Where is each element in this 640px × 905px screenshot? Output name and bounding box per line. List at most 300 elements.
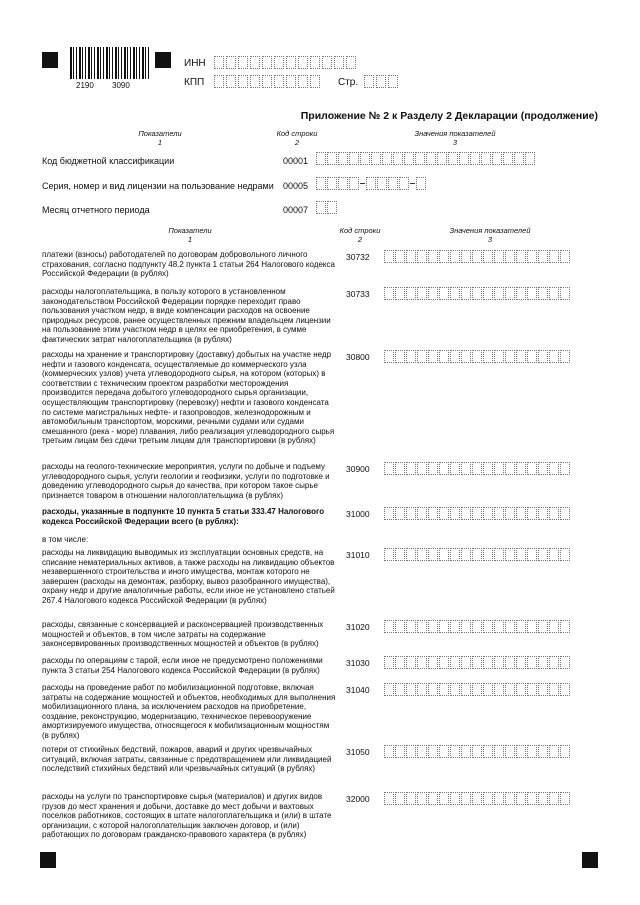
input-cell[interactable] (483, 620, 493, 633)
input-cell[interactable] (406, 745, 416, 758)
input-cell[interactable] (428, 792, 438, 805)
input-cell[interactable] (428, 620, 438, 633)
row-code: 30733 (346, 289, 370, 299)
input-cell[interactable] (384, 792, 394, 805)
input-cell[interactable] (338, 177, 348, 190)
input-cell[interactable] (549, 792, 559, 805)
input-cell[interactable] (494, 745, 504, 758)
input-cell[interactable] (514, 152, 524, 165)
kbk-field[interactable] (316, 152, 535, 165)
table-col1-header (150, 226, 230, 244)
input-cell[interactable] (428, 462, 438, 475)
input-cell[interactable] (376, 75, 386, 88)
input-cell[interactable] (461, 250, 471, 263)
input-cell[interactable] (549, 462, 559, 475)
input-cell[interactable] (450, 656, 460, 669)
input-cell[interactable] (516, 745, 526, 758)
input-cell[interactable] (384, 620, 394, 633)
table-col2-header (330, 226, 390, 244)
input-cell[interactable] (286, 75, 296, 88)
top-col1-label: Показатели (138, 129, 182, 138)
input-cell[interactable] (538, 250, 548, 263)
input-cell[interactable] (439, 548, 449, 561)
row-value-field[interactable] (384, 350, 570, 363)
input-cell[interactable] (371, 152, 381, 165)
input-cell[interactable] (406, 462, 416, 475)
input-cell[interactable] (461, 620, 471, 633)
input-cell[interactable] (428, 350, 438, 363)
table-col3-number: 3 (487, 235, 493, 244)
input-cell[interactable] (516, 656, 526, 669)
input-cell[interactable] (483, 507, 493, 520)
table-col1-number: 1 (187, 235, 193, 244)
row-indicator-text: расходы, указанные в подпункте 10 пункта 5 статьи 333.47 Налогового кодекса Российской Федерации всего (в рублях): (42, 507, 325, 526)
input-cell[interactable] (483, 287, 493, 300)
input-cell[interactable] (527, 507, 537, 520)
row-value-field[interactable] (384, 656, 570, 669)
input-cell[interactable] (406, 656, 416, 669)
input-cell[interactable] (516, 350, 526, 363)
row-value-field[interactable] (384, 462, 570, 475)
input-cell[interactable] (439, 507, 449, 520)
input-cell[interactable] (349, 152, 359, 165)
input-cell[interactable] (439, 250, 449, 263)
input-cell[interactable] (395, 745, 405, 758)
input-cell[interactable] (516, 548, 526, 561)
input-cell[interactable] (450, 548, 460, 561)
input-cell[interactable] (461, 683, 471, 696)
input-cell[interactable] (428, 548, 438, 561)
input-cell[interactable] (334, 56, 344, 69)
input-cell[interactable] (327, 201, 337, 214)
input-cell[interactable] (560, 745, 570, 758)
input-cell[interactable] (316, 152, 326, 165)
input-cell[interactable] (384, 350, 394, 363)
row-value-field[interactable] (384, 507, 570, 520)
input-cell[interactable] (426, 152, 436, 165)
input-cell[interactable] (417, 548, 427, 561)
input-cell[interactable] (483, 745, 493, 758)
input-cell[interactable] (461, 745, 471, 758)
row-code: 31020 (346, 622, 370, 632)
input-cell[interactable] (384, 548, 394, 561)
input-cell[interactable] (388, 177, 398, 190)
input-cell[interactable] (483, 250, 493, 263)
input-cell[interactable] (560, 792, 570, 805)
table-col3-header (440, 226, 540, 244)
input-cell[interactable] (450, 792, 460, 805)
input-cell[interactable] (549, 683, 559, 696)
month-field[interactable] (316, 201, 337, 214)
input-cell[interactable] (538, 350, 548, 363)
input-cell[interactable] (472, 350, 482, 363)
row-code: 31010 (346, 550, 370, 560)
input-cell[interactable] (262, 75, 272, 88)
input-cell[interactable] (494, 620, 504, 633)
input-cell[interactable] (428, 507, 438, 520)
input-cell[interactable] (338, 152, 348, 165)
input-cell[interactable] (395, 656, 405, 669)
input-cell[interactable] (459, 152, 469, 165)
input-cell[interactable] (360, 152, 370, 165)
row-indicator-text: расходы, связанные с консервацией и расконсервацией производственных мощностей и объектов, в том числе затраты на содержание законсервированных производственных мощностей и объектов (в рублях) (42, 620, 324, 649)
input-cell[interactable] (428, 287, 438, 300)
input-cell[interactable] (538, 620, 548, 633)
input-cell[interactable] (450, 250, 460, 263)
row-indicator-text: расходы на геолого-технические мероприятия, услуги по добыче и подъему углеводородного сырья, услуги геологии и геофизики, услуги по подготовке и доведению углеводородного сырья до качества, при котором такое сырье признается товаром в отношении налогоплательщика (в рублях) (42, 462, 330, 500)
input-cell[interactable] (560, 350, 570, 363)
input-cell[interactable] (461, 792, 471, 805)
input-cell[interactable] (505, 656, 515, 669)
input-cell[interactable] (516, 287, 526, 300)
input-cell[interactable] (505, 250, 515, 263)
input-cell[interactable] (406, 287, 416, 300)
page-number-field[interactable] (364, 75, 398, 88)
input-cell[interactable] (472, 507, 482, 520)
input-cell[interactable] (395, 350, 405, 363)
input-cell[interactable] (417, 656, 427, 669)
input-cell[interactable] (483, 683, 493, 696)
input-cell[interactable] (384, 287, 394, 300)
row-code: 31000 (346, 509, 370, 519)
input-cell[interactable] (417, 507, 427, 520)
input-cell[interactable] (395, 792, 405, 805)
row-indicator-text: расходы на хранение и транспортировку (доставку) добытых на участке недр нефти и газового конденсата, осуществляемые до коммерческого узла (коммерческих узлов) учета углеводородного сырья, на котором (которых) в соответствии с техническим проектом разработки месторождения производится передача добытого углеводородного сырья организации, осуществляющим транспортировку (перевозку) нефти и газового конденсата по системе магистральных нефте- и газопроводов, железнодорожным и автомобильным транспортом, морскими, речными судами или судами смешанного (река - море) плавания, либо реализация углеводородного сырья третьим лицам без сдачи третьим лицам для транспортировки (в рублях) (42, 350, 335, 446)
table-col2-number: 2 (357, 235, 363, 244)
input-cell[interactable] (538, 656, 548, 669)
input-cell[interactable] (327, 152, 337, 165)
input-cell[interactable] (494, 250, 504, 263)
input-cell[interactable] (238, 75, 248, 88)
input-cell[interactable] (406, 683, 416, 696)
input-cell[interactable] (448, 152, 458, 165)
input-cell[interactable] (538, 462, 548, 475)
row-indicator-text: расходы налогоплательщика, в пользу которого в установленном законодательством Российской Федерации порядке переходит право пользования участком недр, в виде компенсации расходов на освоение природных ресурсов, ранее осуществленных прежним владельцем лицензии на пользование этим участком недр в целях ее приобретения, в сумме фактических затрат налогоплательщика (в рублях) (42, 287, 331, 344)
input-cell[interactable] (450, 287, 460, 300)
input-cell[interactable] (505, 507, 515, 520)
page-label: Стр. (338, 77, 359, 88)
input-cell[interactable] (384, 683, 394, 696)
input-cell[interactable] (481, 152, 491, 165)
top-col3-header (405, 129, 505, 147)
month-code: 00007 (283, 205, 309, 215)
input-cell[interactable] (417, 287, 427, 300)
input-cell[interactable] (226, 75, 236, 88)
input-cell[interactable] (404, 152, 414, 165)
input-cell[interactable] (395, 507, 405, 520)
inn-label: ИНН (184, 58, 206, 69)
input-cell[interactable] (384, 656, 394, 669)
row-code: 31030 (346, 658, 370, 668)
input-cell[interactable] (494, 683, 504, 696)
registration-marker-bottom-left (40, 852, 56, 868)
input-cell[interactable] (527, 656, 537, 669)
input-cell[interactable] (316, 201, 326, 214)
input-cell[interactable] (450, 745, 460, 758)
input-cell[interactable] (472, 745, 482, 758)
input-cell[interactable] (525, 152, 535, 165)
table-col1-label: Показатели (168, 226, 212, 235)
kpp-label: КПП (184, 77, 205, 88)
input-cell[interactable] (560, 620, 570, 633)
input-cell[interactable] (527, 683, 537, 696)
input-cell[interactable] (560, 250, 570, 263)
input-cell[interactable] (349, 177, 359, 190)
input-cell[interactable] (527, 250, 537, 263)
input-cell[interactable] (472, 656, 482, 669)
input-cell[interactable] (538, 745, 548, 758)
row-indicator-text: расходы по операциям с тарой, если иное не предусмотрено положениями пункта 3 статьи 254 Налогового кодекса Российской Федерации (в рублях) (42, 656, 323, 675)
row-indicator-text: платежи (взносы) работодателей по договорам добровольного личного страхования, согласно подпункту 48.2 пункта 1 статьи 264 Налогового кодекса Российской Федерации (в рублях) (42, 250, 335, 279)
input-cell[interactable] (549, 350, 559, 363)
input-cell[interactable] (417, 620, 427, 633)
input-cell[interactable] (417, 683, 427, 696)
input-cell[interactable] (505, 792, 515, 805)
input-cell[interactable] (527, 462, 537, 475)
input-cell[interactable] (439, 350, 449, 363)
page-title: Приложение № 2 к Разделу 2 Декларации (продолжение) (300, 110, 598, 122)
input-cell[interactable] (494, 287, 504, 300)
row-value-field[interactable] (384, 250, 570, 263)
input-cell[interactable] (560, 287, 570, 300)
barcode (70, 47, 150, 79)
input-cell[interactable] (461, 462, 471, 475)
input-cell[interactable] (461, 350, 471, 363)
barcode-number-right: 3090 (112, 81, 130, 90)
input-cell[interactable] (428, 250, 438, 263)
input-cell[interactable] (406, 250, 416, 263)
input-cell[interactable] (382, 152, 392, 165)
input-cell[interactable] (377, 177, 387, 190)
input-cell[interactable] (450, 462, 460, 475)
input-cell[interactable] (417, 350, 427, 363)
input-cell[interactable] (450, 683, 460, 696)
input-cell[interactable] (461, 656, 471, 669)
input-cell[interactable] (492, 152, 502, 165)
input-cell[interactable] (472, 548, 482, 561)
input-cell[interactable] (494, 350, 504, 363)
input-cell[interactable] (538, 548, 548, 561)
input-cell[interactable] (399, 177, 409, 190)
input-cell[interactable] (439, 745, 449, 758)
input-cell[interactable] (439, 656, 449, 669)
row-value-field[interactable] (384, 287, 570, 300)
barcode-number-left: 2190 (76, 81, 94, 90)
input-cell[interactable] (505, 745, 515, 758)
input-cell[interactable] (417, 792, 427, 805)
input-cell[interactable] (406, 507, 416, 520)
input-cell[interactable] (560, 656, 570, 669)
registration-marker-top-center (155, 52, 171, 68)
input-cell[interactable] (395, 548, 405, 561)
input-cell[interactable] (395, 683, 405, 696)
input-cell[interactable] (505, 620, 515, 633)
input-cell[interactable] (214, 56, 224, 69)
input-cell[interactable] (483, 350, 493, 363)
input-cell[interactable] (527, 548, 537, 561)
input-cell[interactable] (327, 177, 337, 190)
input-cell[interactable] (384, 250, 394, 263)
input-cell[interactable] (527, 792, 537, 805)
input-cell[interactable] (322, 56, 332, 69)
input-cell[interactable] (395, 250, 405, 263)
input-cell[interactable] (384, 462, 394, 475)
input-cell[interactable] (450, 507, 460, 520)
table-col3-label: Значения показателей (449, 226, 531, 235)
input-cell[interactable] (428, 745, 438, 758)
kpp-field[interactable] (214, 75, 320, 88)
input-cell[interactable] (346, 56, 356, 69)
table-col2-label: Код строки (339, 226, 381, 235)
input-cell[interactable] (516, 620, 526, 633)
row-value-field[interactable] (384, 548, 570, 561)
input-cell[interactable] (470, 152, 480, 165)
input-cell[interactable] (527, 287, 537, 300)
input-cell[interactable] (505, 462, 515, 475)
input-cell[interactable] (364, 75, 374, 88)
input-cell[interactable] (417, 462, 427, 475)
input-cell[interactable] (384, 507, 394, 520)
input-cell[interactable] (472, 250, 482, 263)
input-cell[interactable] (494, 548, 504, 561)
input-cell[interactable] (450, 350, 460, 363)
input-cell[interactable] (274, 75, 284, 88)
input-cell[interactable] (316, 177, 326, 190)
input-cell[interactable] (472, 462, 482, 475)
input-cell[interactable] (428, 683, 438, 696)
input-cell[interactable] (472, 792, 482, 805)
input-cell[interactable] (483, 656, 493, 669)
input-cell[interactable] (428, 656, 438, 669)
row-value-field[interactable] (384, 683, 570, 696)
row-indicator-text: расходы на ликвидацию выводимых из эксплуатации основных средств, на списание нематериальных активов, а также расходы на ликвидацию объектов незавершенного строительства и иного имущества, монтаж которого не завершен (расходы на демонтаж, разборку, вывоз разобранного имущества), охрану недр и другие аналогичные работы, если иное не установлено статьей 267.4 Налогового кодекса Российской Федерации (в рублях) (42, 548, 335, 605)
input-cell[interactable] (439, 683, 449, 696)
input-cell[interactable] (516, 250, 526, 263)
top-col1-header (120, 129, 200, 147)
input-cell[interactable] (417, 745, 427, 758)
input-cell[interactable] (527, 620, 537, 633)
input-cell[interactable] (395, 287, 405, 300)
input-cell[interactable] (226, 56, 236, 69)
top-col3-number: 3 (452, 138, 458, 147)
input-cell[interactable] (406, 620, 416, 633)
input-cell[interactable] (549, 620, 559, 633)
row-code: 30900 (346, 464, 370, 474)
input-cell[interactable] (461, 287, 471, 300)
input-cell[interactable] (406, 350, 416, 363)
top-col2-label: Код строки (276, 129, 318, 138)
input-cell[interactable] (417, 250, 427, 263)
input-cell[interactable] (286, 56, 296, 69)
input-cell[interactable] (516, 792, 526, 805)
row-code: 32000 (346, 794, 370, 804)
input-cell[interactable] (298, 75, 308, 88)
input-cell[interactable] (262, 56, 272, 69)
input-cell[interactable] (549, 287, 559, 300)
input-cell[interactable] (450, 620, 460, 633)
input-cell[interactable] (549, 656, 559, 669)
input-cell[interactable] (483, 792, 493, 805)
input-cell[interactable] (461, 548, 471, 561)
input-cell[interactable] (472, 287, 482, 300)
input-cell[interactable] (310, 56, 320, 69)
input-cell[interactable] (298, 56, 308, 69)
input-cell[interactable] (538, 507, 548, 520)
input-cell[interactable] (250, 75, 260, 88)
input-cell[interactable] (505, 287, 515, 300)
input-cell[interactable] (406, 548, 416, 561)
license-field[interactable] (316, 177, 426, 190)
input-cell[interactable] (538, 287, 548, 300)
input-cell[interactable] (416, 177, 426, 190)
top-col3-label: Значения показателей (414, 129, 496, 138)
input-cell[interactable] (439, 462, 449, 475)
input-cell[interactable] (494, 656, 504, 669)
input-cell[interactable] (549, 745, 559, 758)
row-value-field[interactable] (384, 745, 570, 758)
input-cell[interactable] (538, 683, 548, 696)
input-cell[interactable] (395, 462, 405, 475)
row-value-field[interactable] (384, 620, 570, 633)
input-cell[interactable] (310, 75, 320, 88)
input-cell[interactable] (388, 75, 398, 88)
input-cell[interactable] (560, 462, 570, 475)
input-cell[interactable] (274, 56, 284, 69)
input-cell[interactable] (437, 152, 447, 165)
input-cell[interactable] (406, 792, 416, 805)
input-cell[interactable] (439, 792, 449, 805)
input-cell[interactable] (505, 548, 515, 561)
input-cell[interactable] (472, 683, 482, 696)
input-cell[interactable] (494, 507, 504, 520)
row-value-field[interactable] (384, 792, 570, 805)
input-cell[interactable] (395, 620, 405, 633)
input-cell[interactable] (415, 152, 425, 165)
input-cell[interactable] (549, 507, 559, 520)
input-cell[interactable] (366, 177, 376, 190)
input-cell[interactable] (549, 548, 559, 561)
input-cell[interactable] (238, 56, 248, 69)
input-cell[interactable] (516, 683, 526, 696)
input-cell[interactable] (527, 350, 537, 363)
license-code: 00005 (283, 181, 309, 191)
input-cell[interactable] (439, 287, 449, 300)
input-cell[interactable] (516, 462, 526, 475)
input-cell[interactable] (439, 620, 449, 633)
inn-field[interactable] (214, 56, 356, 69)
input-cell[interactable] (250, 56, 260, 69)
input-cell[interactable] (472, 620, 482, 633)
input-cell[interactable] (560, 548, 570, 561)
input-cell[interactable] (527, 745, 537, 758)
input-cell[interactable] (503, 152, 513, 165)
input-cell[interactable] (483, 548, 493, 561)
input-cell[interactable] (494, 462, 504, 475)
input-cell[interactable] (461, 507, 471, 520)
input-cell[interactable] (505, 350, 515, 363)
input-cell[interactable] (384, 745, 394, 758)
input-cell[interactable] (538, 792, 548, 805)
input-cell[interactable] (393, 152, 403, 165)
input-cell[interactable] (505, 683, 515, 696)
input-cell[interactable] (516, 507, 526, 520)
input-cell[interactable] (549, 250, 559, 263)
input-cell[interactable] (560, 683, 570, 696)
input-cell[interactable] (560, 507, 570, 520)
input-cell[interactable] (494, 792, 504, 805)
input-cell[interactable] (483, 462, 493, 475)
input-cell[interactable] (214, 75, 224, 88)
